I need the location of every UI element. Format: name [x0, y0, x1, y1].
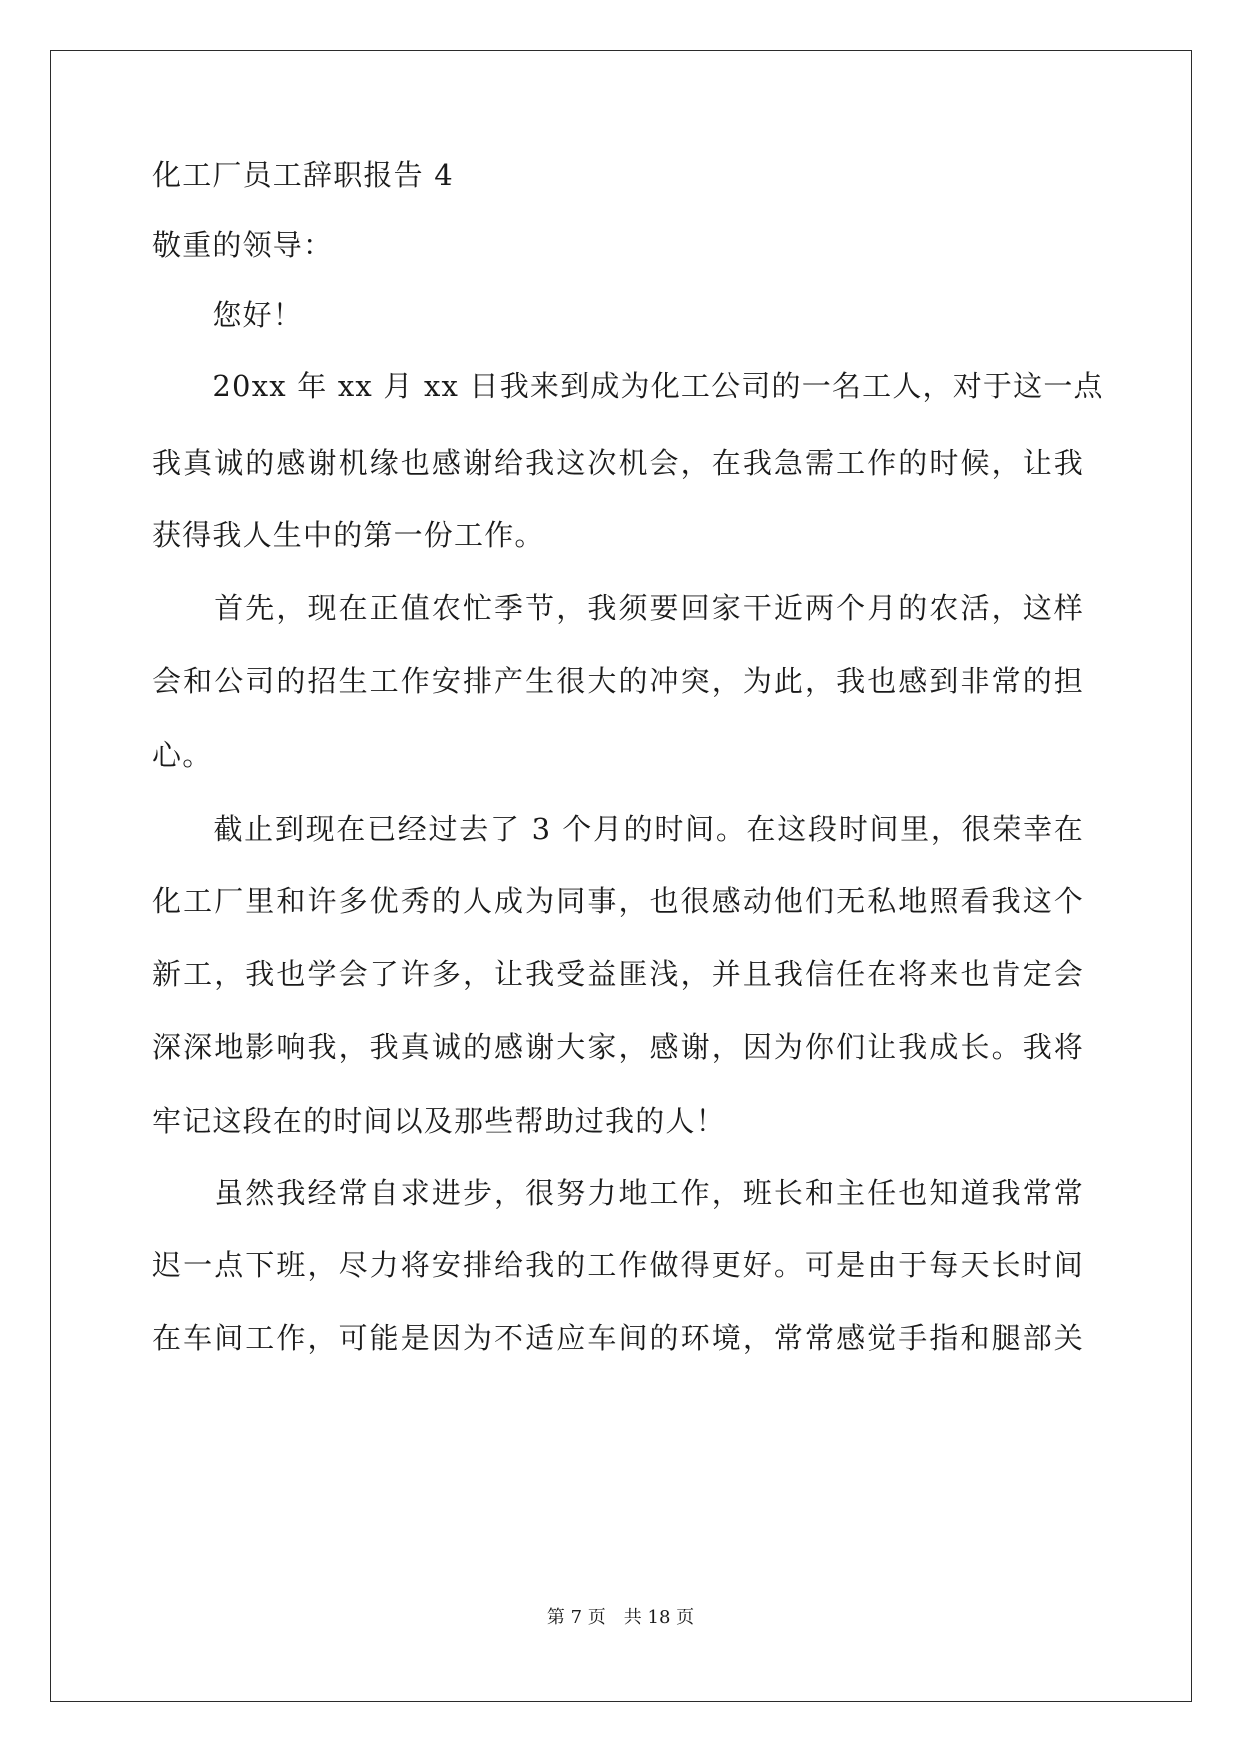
- paragraph-line: 会和公司的招生工作安排产生很大的冲突，为此，我也感到非常的担: [152, 664, 1084, 698]
- paragraph-line: 截止到现在已经过去了 3 个月的时间。在这段时间里，很荣幸在: [152, 812, 1084, 846]
- paragraph-line: 迟一点下班，尽力将安排给我的工作做得更好。可是由于每天长时间: [152, 1248, 1084, 1282]
- paragraph-line: 获得我人生中的第一份工作。: [152, 518, 545, 552]
- greeting: 您好！: [152, 298, 304, 332]
- paragraph-line: 首先，现在正值农忙季节，我须要回家干近两个月的农活，这样: [152, 591, 1084, 625]
- paragraph-line: 我真诚的感谢机缘也感谢给我这次机会，在我急需工作的时候，让我: [152, 446, 1084, 480]
- document-title: 化工厂员工辞职报告 4: [152, 158, 454, 192]
- paragraph-line: 心。: [152, 738, 213, 772]
- page-number: 第 7 页 共 18 页: [546, 1607, 695, 1628]
- paragraph-line: 化工厂里和许多优秀的人成为同事，也很感动他们无私地照看我这个: [152, 884, 1084, 918]
- paragraph-line: 牢记这段在的时间以及那些帮助过我的人！: [152, 1104, 726, 1138]
- paragraph-line: 深深地影响我，我真诚的感谢大家，感谢，因为你们让我成长。我将: [152, 1030, 1084, 1064]
- paragraph-line: 虽然我经常自求进步，很努力地工作，班长和主任也知道我常常: [152, 1176, 1084, 1210]
- paragraph-line: 新工，我也学会了许多，让我受益匪浅，并且我信任在将来也肯定会: [152, 957, 1084, 991]
- paragraph-line: 在车间工作，可能是因为不适应车间的环境，常常感觉手指和腿部关: [152, 1321, 1084, 1355]
- paragraph-line: 20xx 年 xx 月 xx 日我来到成为化工公司的一名工人，对于这一点: [152, 369, 1104, 403]
- salutation: 敬重的领导：: [152, 228, 334, 262]
